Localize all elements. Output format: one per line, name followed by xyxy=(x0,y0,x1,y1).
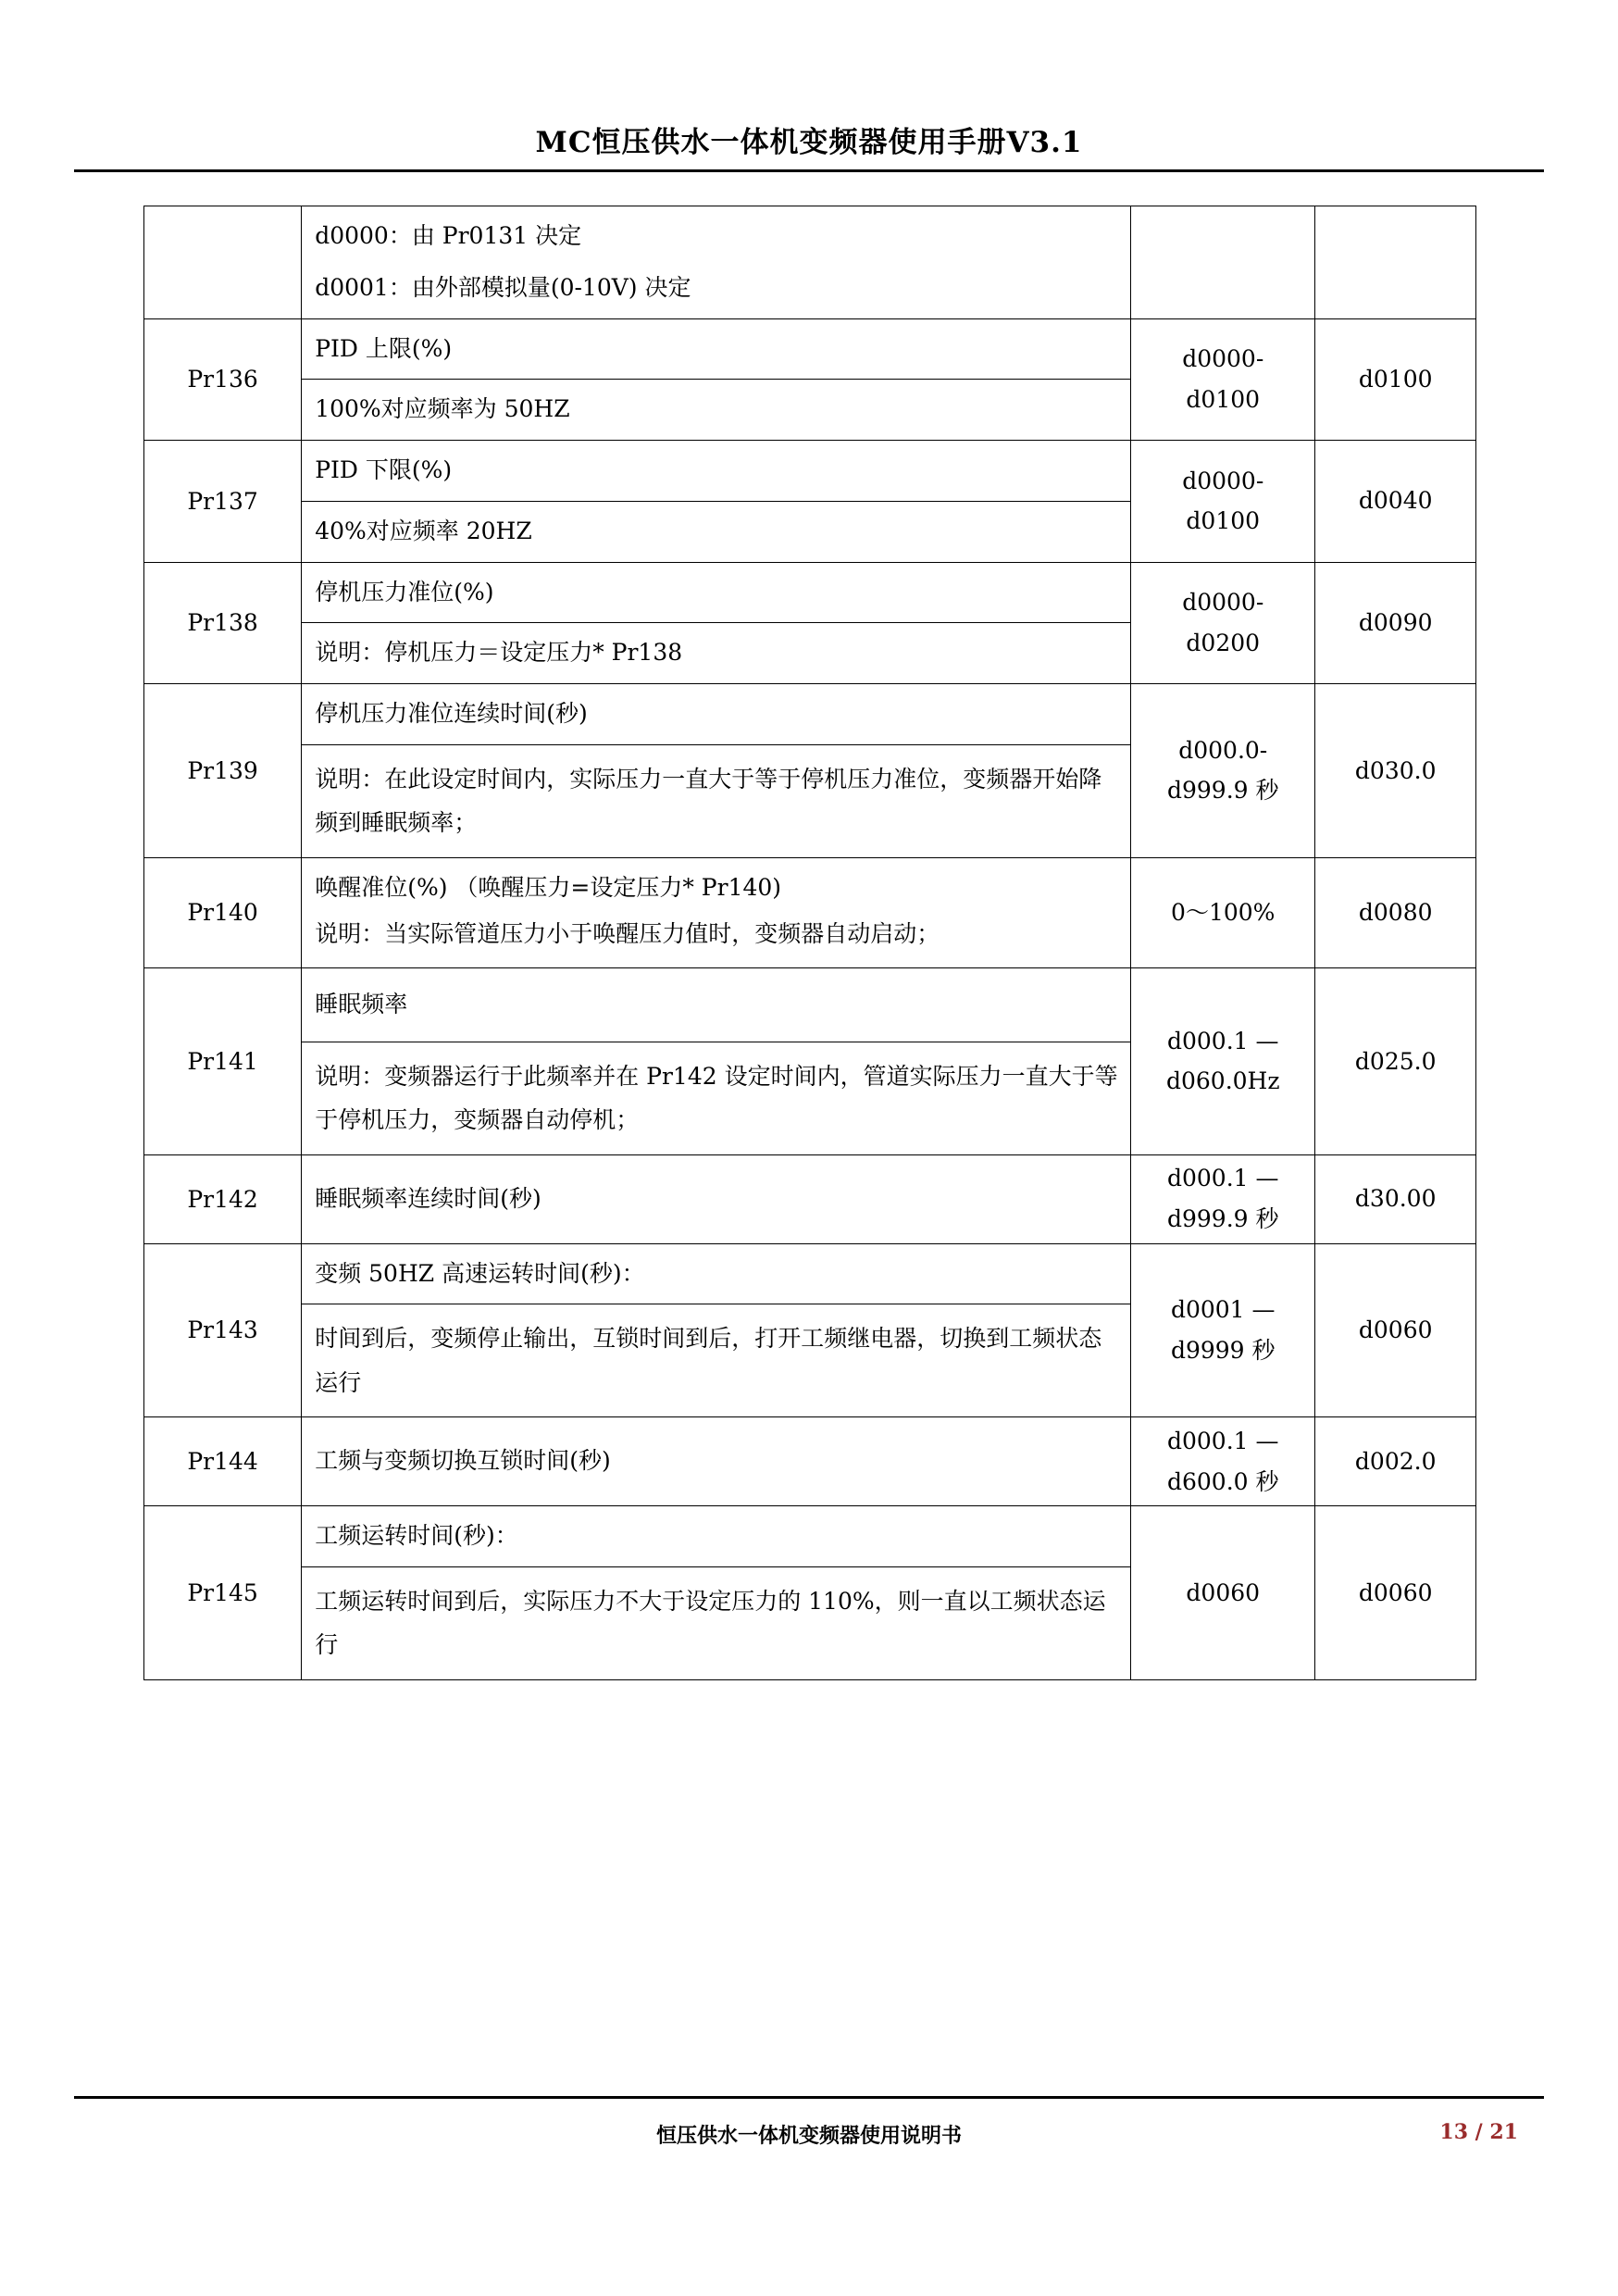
table-row xyxy=(144,1506,1476,1680)
parameter-table xyxy=(143,206,1476,1680)
page-footer xyxy=(74,2120,1544,2157)
range-line: d600.0 秒 xyxy=(1166,1467,1279,1495)
param-range xyxy=(1131,968,1315,1155)
param-description xyxy=(302,1506,1131,1680)
table-row xyxy=(144,968,1476,1155)
table-row xyxy=(144,206,1476,319)
range-line: d0100 xyxy=(1186,385,1261,413)
param-code: Pr141 xyxy=(144,968,302,1155)
param-default: d0090 xyxy=(1315,562,1476,684)
header-title: MC恒压供水一体机变频器使用手册V3.1 xyxy=(535,126,1083,159)
desc-line: d0001：由外部模拟量(0-10V) 决定 xyxy=(315,273,691,301)
range-line: d0000- xyxy=(1182,467,1264,494)
param-default: d002.0 xyxy=(1315,1417,1476,1506)
param-description xyxy=(302,562,1131,684)
table-row xyxy=(144,318,1476,441)
desc-line: 工频与变频切换互锁时间(秒) xyxy=(315,1447,611,1475)
param-range xyxy=(1131,318,1315,441)
param-code: Pr136 xyxy=(144,318,302,441)
param-default xyxy=(1315,206,1476,319)
range-line: 0～100% xyxy=(1171,899,1276,926)
range-line: d999.9 秒 xyxy=(1166,1205,1279,1233)
table-row xyxy=(144,1243,1476,1417)
range-line: d000.0- xyxy=(1178,736,1268,764)
param-default: d0100 xyxy=(1315,318,1476,441)
range-line: d9999 秒 xyxy=(1170,1336,1276,1364)
param-default: d0060 xyxy=(1315,1243,1476,1417)
param-range xyxy=(1131,1417,1315,1506)
desc-line: PID 上限(%) xyxy=(315,334,453,362)
param-description xyxy=(302,684,1131,858)
desc-line: 说明：当实际管道压力小于唤醒压力值时，变频器自动启动； xyxy=(315,919,940,947)
footer-title: 恒压供水一体机变频器使用说明书 xyxy=(655,2124,962,2148)
param-default: d0080 xyxy=(1315,857,1476,967)
param-code: Pr143 xyxy=(144,1243,302,1417)
range-line: d0060 xyxy=(1186,1578,1261,1606)
desc-line: 说明：在此设定时间内，实际压力一直大于等于停机压力准位，变频器开始降频到睡眠频率； xyxy=(302,744,1130,857)
range-line: d999.9 秒 xyxy=(1166,777,1279,805)
desc-line: 工频运转时间到后，实际压力不大于设定压力的 110%，则一直以工频状态运行 xyxy=(302,1566,1130,1679)
range-line: d0001 — xyxy=(1170,1296,1276,1324)
header-divider xyxy=(74,169,1544,172)
desc-line: d0000：由 Pr0131 决定 xyxy=(315,222,582,249)
param-default: d025.0 xyxy=(1315,968,1476,1155)
range-line: d000.1 — xyxy=(1166,1165,1279,1192)
parameter-table-wrapper xyxy=(143,206,1476,1680)
param-description xyxy=(302,857,1131,967)
table-row xyxy=(144,857,1476,967)
desc-line: 变频 50HZ 高速运转时间(秒)： xyxy=(315,1259,645,1287)
range-line: d0200 xyxy=(1186,629,1261,656)
param-code: Pr138 xyxy=(144,562,302,684)
param-range xyxy=(1131,1243,1315,1417)
param-description xyxy=(302,1417,1131,1506)
table-row xyxy=(144,1154,1476,1243)
table-row xyxy=(144,1417,1476,1506)
param-description xyxy=(302,206,1131,319)
page-header xyxy=(0,119,1618,160)
desc-line: PID 下限(%) xyxy=(315,456,453,483)
desc-line: 时间到后，变频停止输出，互锁时间到后，打开工频继电器，切换到工频状态运行 xyxy=(302,1304,1130,1416)
range-line: d060.0Hz xyxy=(1165,1067,1280,1095)
param-description xyxy=(302,1154,1131,1243)
page-number: 13 / 21 xyxy=(1439,2120,1518,2144)
desc-line: 睡眠频率连续时间(秒) xyxy=(315,1184,541,1212)
footer-divider xyxy=(74,2096,1544,2099)
param-description xyxy=(302,968,1131,1155)
param-range xyxy=(1131,1154,1315,1243)
table-row xyxy=(144,562,1476,684)
param-default: d0040 xyxy=(1315,441,1476,563)
range-line: d0000- xyxy=(1182,345,1264,372)
range-line: d0100 xyxy=(1186,507,1261,535)
param-default: d0060 xyxy=(1315,1506,1476,1680)
param-code: Pr140 xyxy=(144,857,302,967)
range-line: d0000- xyxy=(1182,589,1264,616)
param-code: Pr139 xyxy=(144,684,302,858)
param-code xyxy=(144,206,302,319)
range-line: d000.1 — xyxy=(1166,1027,1279,1054)
table-row xyxy=(144,684,1476,858)
param-description xyxy=(302,318,1131,441)
param-range xyxy=(1131,441,1315,563)
param-range xyxy=(1131,857,1315,967)
param-description xyxy=(302,1243,1131,1417)
table-row xyxy=(144,441,1476,563)
param-code: Pr142 xyxy=(144,1154,302,1243)
desc-line: 说明：停机压力＝设定压力* Pr138 xyxy=(302,622,1130,683)
desc-line: 睡眠频率 xyxy=(315,991,408,1017)
param-range xyxy=(1131,684,1315,858)
range-line: d000.1 — xyxy=(1166,1427,1279,1454)
desc-line: 停机压力准位连续时间(秒) xyxy=(315,700,588,727)
param-description xyxy=(302,441,1131,563)
param-code: Pr137 xyxy=(144,441,302,563)
param-code: Pr144 xyxy=(144,1417,302,1506)
param-range xyxy=(1131,206,1315,319)
desc-line: 唤醒准位(%) （唤醒压力=设定压力* Pr140) xyxy=(315,873,782,901)
param-default: d030.0 xyxy=(1315,684,1476,858)
desc-line: 40%对应频率 20HZ xyxy=(302,501,1130,562)
desc-line: 工频运转时间(秒)： xyxy=(315,1522,518,1549)
desc-line: 停机压力准位(%) xyxy=(315,578,494,605)
desc-line: 100%对应频率为 50HZ xyxy=(302,379,1130,440)
param-range xyxy=(1131,562,1315,684)
param-range xyxy=(1131,1506,1315,1680)
param-default: d30.00 xyxy=(1315,1154,1476,1243)
desc-line: 说明：变频器运行于此频率并在 Pr142 设定时间内，管道实际压力一直大于等于停机压力，变频器自动停机； xyxy=(302,1042,1130,1154)
param-code: Pr145 xyxy=(144,1506,302,1680)
